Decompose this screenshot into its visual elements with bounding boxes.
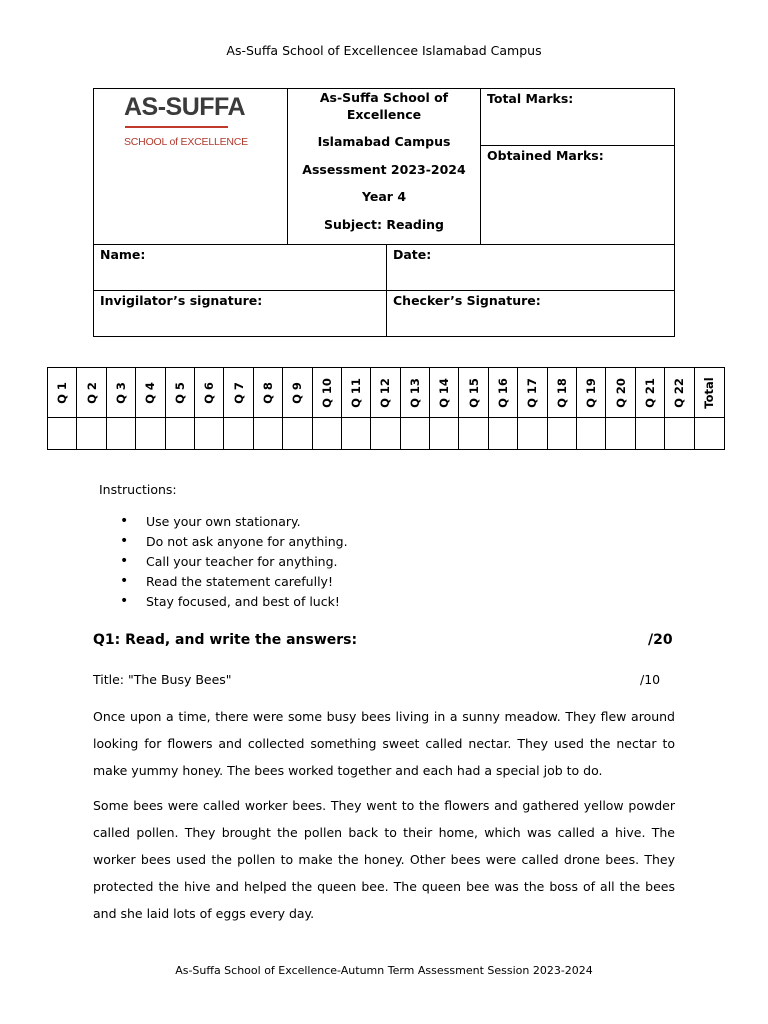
marks-column — [577, 368, 606, 449]
question-1-marks: /20 — [648, 632, 673, 648]
story-marks: /10 — [640, 672, 661, 687]
marks-column-label: Total — [702, 377, 717, 409]
marks-entry-cell[interactable] — [313, 418, 341, 449]
marks-column-header — [489, 368, 517, 418]
marks-entry-cell[interactable] — [48, 418, 76, 449]
marks-column — [636, 368, 665, 449]
marks-column-label: Q 15 — [466, 378, 481, 408]
logo-underline — [125, 126, 228, 128]
marks-entry-cell[interactable] — [166, 418, 194, 449]
marks-column — [313, 368, 342, 449]
marks-entry-cell[interactable] — [695, 418, 724, 449]
marks-column-header — [401, 368, 429, 418]
marks-column — [195, 368, 224, 449]
marks-column — [665, 368, 694, 449]
assessment-year: Assessment 2023-2024 — [302, 162, 466, 177]
date-field[interactable]: Date: — [393, 247, 432, 262]
marks-column-label: Q 4 — [143, 382, 158, 404]
marks-column-header — [371, 368, 399, 418]
marks-column-header — [548, 368, 576, 418]
marks-column-header — [254, 368, 282, 418]
marks-column-label: Q 6 — [202, 382, 217, 404]
marks-column-header — [166, 368, 194, 418]
marks-column-label: Q 1 — [55, 382, 70, 404]
marks-column — [107, 368, 136, 449]
instruction-item: • Use your own stationary. — [120, 514, 348, 534]
marks-column-header — [48, 368, 76, 418]
marks-column — [77, 368, 106, 449]
marks-column-header — [77, 368, 105, 418]
marks-column-header — [459, 368, 487, 418]
year-level: Year 4 — [361, 189, 407, 204]
marks-column-header — [283, 368, 311, 418]
marks-entry-cell[interactable] — [371, 418, 399, 449]
marks-entry-cell[interactable] — [577, 418, 605, 449]
marks-column-header — [665, 368, 693, 418]
instruction-item: • Stay focused, and best of luck! — [120, 594, 348, 614]
marks-entry-cell[interactable] — [489, 418, 517, 449]
instruction-item: • Do not ask anyone for anything. — [120, 534, 348, 554]
marks-column-label: Q 17 — [525, 378, 540, 408]
instruction-item: • Read the statement carefully! — [120, 574, 348, 594]
marks-entry-cell[interactable] — [77, 418, 105, 449]
marks-column-label: Q 14 — [437, 378, 452, 408]
total-marks-label: Total Marks: — [481, 89, 674, 146]
marks-column-header — [313, 368, 341, 418]
marks-column-header — [577, 368, 605, 418]
marks-column-label: Q 22 — [672, 378, 687, 408]
marks-entry-cell[interactable] — [636, 418, 664, 449]
marks-column-header — [136, 368, 164, 418]
marks-box — [481, 89, 674, 245]
logo-sub-text: SCHOOL of EXCELLENCE — [124, 136, 248, 148]
marks-entry-cell[interactable] — [665, 418, 693, 449]
marks-column-header — [224, 368, 252, 418]
marks-column-header — [107, 368, 135, 418]
marks-column-label: Q 18 — [554, 378, 569, 408]
marks-column-label: Q 8 — [260, 382, 275, 404]
marks-column-label: Q 9 — [290, 382, 305, 404]
marks-column-header — [195, 368, 223, 418]
school-info — [288, 89, 481, 245]
invigilator-signature-field[interactable]: Invigilator’s signature: — [94, 291, 387, 336]
marks-entry-cell[interactable] — [606, 418, 634, 449]
marks-column-label: Q 5 — [172, 382, 187, 404]
marks-column-header — [695, 368, 724, 418]
marks-column — [606, 368, 635, 449]
marks-entry-cell[interactable] — [136, 418, 164, 449]
marks-column-label: Q 13 — [407, 378, 422, 408]
marks-column-label: Q 2 — [84, 382, 99, 404]
marks-column-header — [636, 368, 664, 418]
instructions-title: Instructions: — [99, 482, 177, 497]
obtained-marks-label: Obtained Marks: — [487, 148, 604, 163]
subject: Subject: Reading — [324, 217, 444, 232]
marks-column — [518, 368, 547, 449]
marks-column-header — [342, 368, 370, 418]
marks-column — [371, 368, 400, 449]
marks-column — [489, 368, 518, 449]
marks-column-label: Q 7 — [231, 382, 246, 404]
story-paragraph-2: Some bees were called worker bees. They went to the flowers and gathered yellow powder called pollen. They brought the pollen back to their home, which was called a hive. The worker bees used the pollen to make the honey. Other bees were called drone bees. They protected the hive and helped the queen bee. The queen bee was the boss of all the bees and she laid lots of eggs every day. — [93, 798, 675, 921]
marks-entry-cell[interactable] — [459, 418, 487, 449]
marks-entry-cell[interactable] — [401, 418, 429, 449]
school-logo — [94, 89, 288, 245]
marks-column-label: Q 16 — [496, 378, 511, 408]
marks-column — [548, 368, 577, 449]
marks-column-label: Q 21 — [643, 378, 657, 408]
story-paragraph-1: Once upon a time, there were some busy bees living in a sunny meadow. They flew around looking for flowers and collected something sweet called nectar. They used the nectar to make yummy honey. The bees worked together and each had a special job to do. — [93, 709, 675, 778]
marks-column-label: Q 10 — [319, 378, 334, 408]
marks-column — [430, 368, 459, 449]
instructions-list — [120, 514, 348, 614]
instruction-item: • Call your teacher for anything. — [120, 554, 348, 574]
marks-column — [254, 368, 283, 449]
page-footer: As-Suffa School of Excellence-Autumn Term Assessment Session 2023-2024 — [175, 964, 593, 977]
marks-column-label: Q 20 — [613, 378, 628, 408]
marks-column — [401, 368, 430, 449]
marks-column-header — [430, 368, 458, 418]
name-field[interactable]: Name: — [94, 245, 387, 291]
marks-column-header — [606, 368, 634, 418]
marks-column — [283, 368, 312, 449]
marks-column-label: Q 11 — [349, 378, 364, 408]
marks-column-label: Q 12 — [378, 378, 393, 408]
marks-entry-cell[interactable] — [195, 418, 223, 449]
marks-column-label: Q 19 — [584, 378, 599, 408]
page-header: As-Suffa School of Excellencee Islamabad Campus — [226, 43, 542, 58]
marks-entry-cell[interactable] — [548, 418, 576, 449]
story-title: Title: "The Busy Bees" — [93, 672, 232, 687]
marks-entry-cell[interactable] — [430, 418, 458, 449]
marks-column — [342, 368, 371, 449]
marks-column — [224, 368, 253, 449]
marks-column — [459, 368, 488, 449]
marks-column — [695, 368, 724, 449]
campus: Islamabad Campus — [317, 134, 451, 149]
school-name-line1: As-Suffa School of — [319, 90, 449, 105]
marks-entry-cell[interactable] — [224, 418, 252, 449]
school-name-line2: Excellence — [346, 107, 422, 122]
marks-entry-cell[interactable] — [518, 418, 546, 449]
question-1-title: Q1: Read, and write the answers: — [93, 632, 358, 648]
marks-column — [48, 368, 77, 449]
logo-main-text: AS-SUFFA — [124, 93, 245, 121]
marks-entry-cell[interactable] — [342, 418, 370, 449]
marks-column-header — [518, 368, 546, 418]
marks-grid — [47, 367, 725, 450]
checker-signature-field[interactable]: Checker’s Signature: — [393, 293, 541, 308]
marks-entry-cell[interactable] — [283, 418, 311, 449]
marks-entry-cell[interactable] — [107, 418, 135, 449]
marks-column-label: Q 3 — [113, 382, 128, 404]
marks-column — [166, 368, 195, 449]
marks-entry-cell[interactable] — [254, 418, 282, 449]
header-box — [93, 88, 675, 337]
marks-column — [136, 368, 165, 449]
